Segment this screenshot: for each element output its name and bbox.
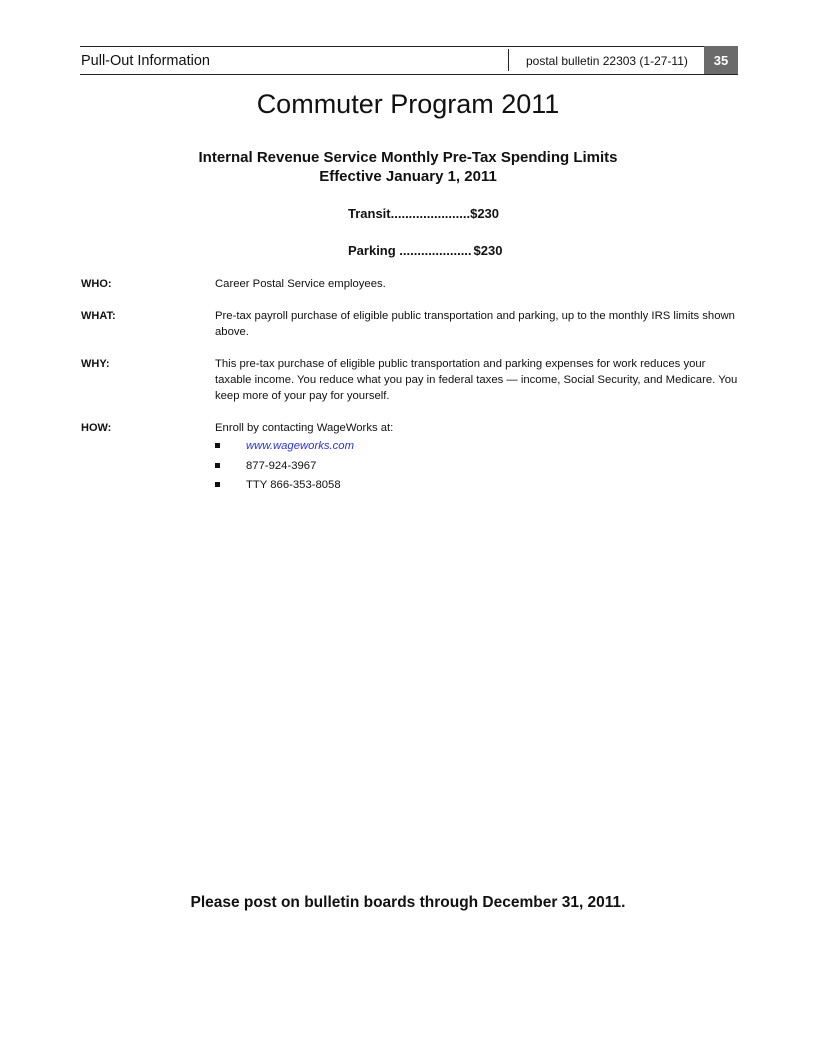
- tty-number: TTY 866-353-8058: [246, 479, 341, 491]
- what-text: Pre-tax payroll purchase of eligible public transportation and parking, up to the monthly IRS limits shown above.: [215, 310, 735, 338]
- section-name: Pull-Out Information: [81, 53, 210, 69]
- how-intro: Enroll by contacting WageWorks at:: [215, 422, 394, 434]
- header-rule-top: [80, 46, 738, 47]
- limit-label: Transit: [348, 206, 391, 221]
- limit-label: Parking: [348, 243, 396, 258]
- wageworks-link[interactable]: www.wageworks.com: [246, 440, 354, 452]
- document-title: Commuter Program 2011: [256, 89, 560, 119]
- header-rule-bottom: [80, 74, 738, 75]
- header-divider: [508, 49, 509, 71]
- what-label: WHAT:: [81, 310, 116, 322]
- issue-info: postal bulletin 22303 (1-27-11): [526, 54, 688, 68]
- contact-list: [215, 438, 354, 497]
- page-number: 35: [713, 53, 729, 68]
- parking-limit: [348, 243, 502, 258]
- page-number-badge: [704, 46, 738, 75]
- limit-amount: $230: [473, 243, 503, 258]
- why-text: This pre-tax purchase of eligible public transportation and parking expenses for work reduces your taxable income. You reduce what you pay in federal taxes — income, Social Security, and Medicare. You keep more of your pay for yourself.: [215, 358, 738, 402]
- square-bullet-icon: [215, 443, 220, 448]
- subtitle: [0, 148, 816, 186]
- list-item: [215, 458, 354, 478]
- how-label: HOW:: [81, 422, 112, 434]
- list-item: [215, 477, 354, 497]
- why-label: WHY:: [81, 358, 110, 370]
- leader-dots: ......................: [390, 206, 471, 221]
- phone-number: 877-924-3967: [246, 459, 317, 472]
- posting-notice: Please post on bulletin boards through December 31, 2011.: [190, 894, 626, 911]
- transit-limit: [348, 206, 499, 221]
- subtitle-line-2: Effective January 1, 2011: [319, 168, 497, 185]
- who-text: Career Postal Service employees.: [215, 278, 386, 290]
- square-bullet-icon: [215, 482, 220, 487]
- list-item[interactable]: [215, 438, 354, 458]
- square-bullet-icon: [215, 463, 220, 468]
- leader-dots: ....................: [395, 243, 472, 258]
- subtitle-line-1: Internal Revenue Service Monthly Pre-Tax Spending Limits: [198, 149, 618, 166]
- who-label: WHO:: [81, 278, 112, 290]
- limit-amount: $230: [470, 206, 500, 221]
